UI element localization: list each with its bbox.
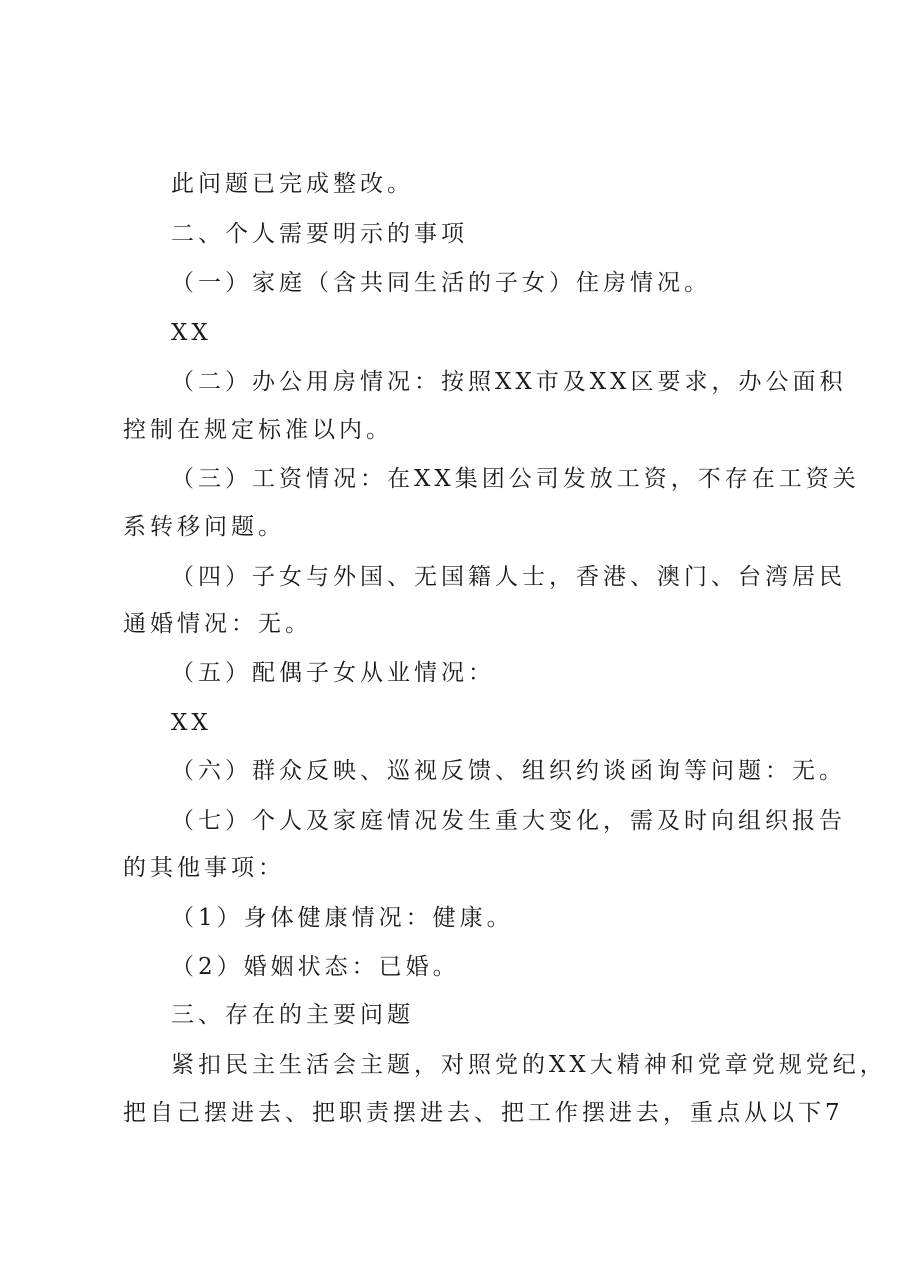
text-line: （四）子女与外国、无国籍人士，香港、澳门、台湾居民 <box>171 564 846 590</box>
text-line: 通婚情况：无。 <box>123 611 312 637</box>
text-line: XX <box>171 710 212 736</box>
text-line: （三）工资情况：在XX集团公司发放工资，不存在工资关 <box>171 466 860 492</box>
text-line: （2）婚姻状态：已婚。 <box>171 954 460 980</box>
text-line: 紧扣民主生活会主题，对照党的XX大精神和党章党规党纪， <box>171 1052 887 1078</box>
text-line: 系转移问题。 <box>123 514 285 540</box>
section-heading: 二、个人需要明示的事项 <box>171 221 468 247</box>
text-line: （五）配偶子女从业情况： <box>171 660 495 686</box>
text-line: （七）个人及家庭情况发生重大变化，需及时向组织报告 <box>171 808 846 834</box>
text-line: XX <box>171 320 212 346</box>
text-line: （1）身体健康情况：健康。 <box>171 905 514 931</box>
text-line: 的其他事项： <box>123 855 285 881</box>
text-line: （一）家庭（含共同生活的子女）住房情况。 <box>171 270 711 296</box>
text-line: （二）办公用房情况：按照XX市及XX区要求，办公面积 <box>171 369 847 395</box>
section-heading: 三、存在的主要问题 <box>171 1002 414 1028</box>
text-line: 把自己摆进去、把职责摆进去、把工作摆进去，重点从以下7 <box>123 1100 844 1126</box>
text-line: 控制在规定标准以内。 <box>123 417 393 443</box>
text-line: （六）群众反映、巡视反馈、组织约谈函询等问题：无。 <box>171 758 846 784</box>
text-line: 此问题已完成整改。 <box>171 171 414 197</box>
